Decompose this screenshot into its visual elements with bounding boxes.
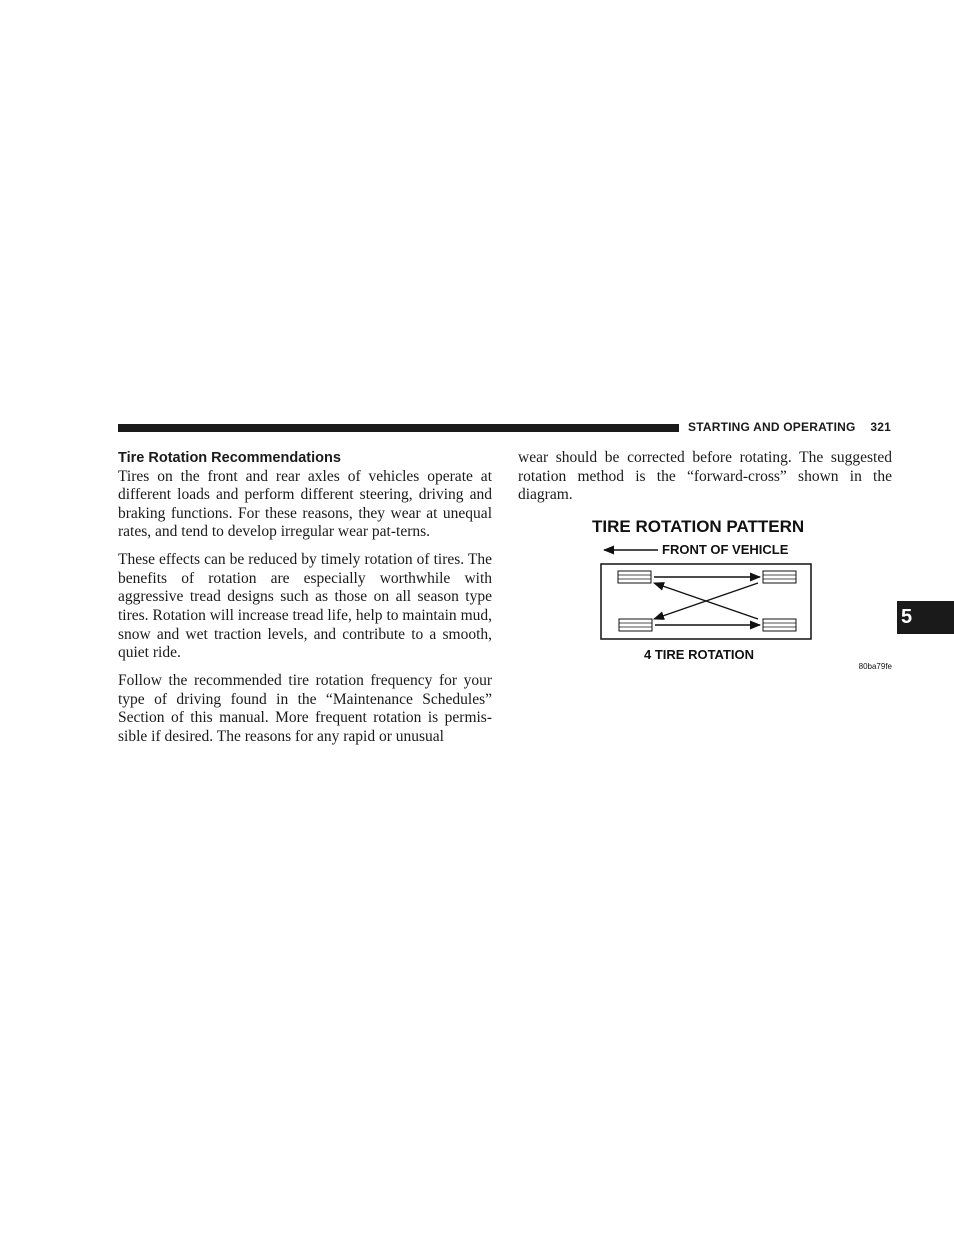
front-label: FRONT OF VEHICLE — [662, 542, 789, 557]
diagram-title: TIRE ROTATION PATTERN — [592, 517, 805, 536]
tire-front-left — [618, 571, 651, 583]
running-head — [688, 420, 891, 434]
header-rule — [118, 424, 679, 432]
figure-reference-code: 80ba79fe — [858, 662, 892, 671]
tire-rotation-diagram — [590, 514, 896, 674]
section-name: STARTING AND OPERATING — [688, 420, 856, 434]
tire-rear-right — [763, 619, 796, 631]
paragraph: wear should be corrected before rotating. The suggested rotation method is the “forward-cross” shown in the diagram. — [518, 449, 892, 504]
tire-rear-left — [763, 571, 796, 583]
paragraph: Tires on the front and rear axles of vehicles operate at different loads and perform different steering, driving and braking functions. For these reasons, they wear at unequal rates, and tend to develop irregular wear pat-terns. — [118, 467, 492, 541]
paragraph: Follow the recommended tire rotation frequency for your type of driving found in the “Maintenance Schedules” Section of this manual. More frequent rotation is permis-sible if desired. The reasons for any rapid or unusual — [118, 672, 492, 745]
chapter-tab: 5 — [897, 601, 954, 634]
section-title: Tire Rotation Recommendations — [118, 450, 341, 466]
tire-front-right — [619, 619, 652, 631]
left-column — [118, 449, 492, 756]
paragraph: These effects can be reduced by timely rotation of tires. The benefits of rotation are especially worthwhile with aggressive tread designs such as those on all season type tires. Rotation will increase tread life, help to maintain mud, snow and wet traction levels, and contribute to a smooth, quiet ride. — [118, 551, 492, 662]
diagram-caption: 4 TIRE ROTATION — [644, 647, 755, 662]
right-column — [518, 449, 892, 514]
page-number: 321 — [870, 420, 891, 434]
